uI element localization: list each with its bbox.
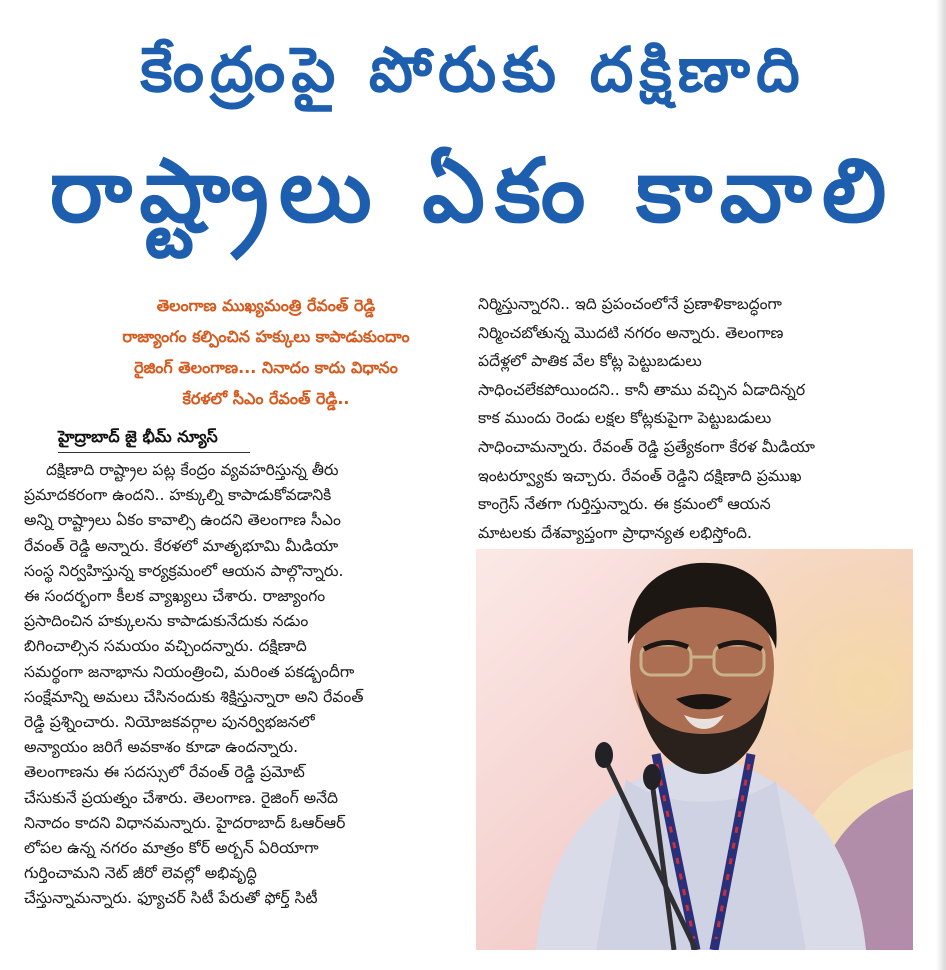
article-body-right <box>478 290 918 547</box>
byline-underline <box>58 452 250 453</box>
body-line: కాంగ్రెస్ నేతగా గుర్తిస్తున్నారు. ఈ క్రమంలో ఆయన <box>478 495 771 514</box>
body-line: నిర్మించబోతున్న మొదటి నగరం అన్నారు. తెలంగాణ <box>478 323 784 342</box>
body-line: చేసుకునే ప్రయత్నం చేశారు. తెలంగాణ. రైజింగ్ అనేది <box>24 788 339 807</box>
subhead-line: తెలంగాణ ముఖ్యమంత్రి రేవంత్ రెడ్డి <box>156 296 376 315</box>
body-line: చేస్తున్నామన్నారు. ఫ్యూచర్ సిటీ పేరుతో ఫోర్త్ సిటీ <box>24 889 318 908</box>
subhead-line: రాజ్యాంగం కల్పించిన హక్కులు కాపాడుకుందాం <box>122 327 410 346</box>
subhead-line: కేరళలో సీఎం రేవంత్ రెడ్డి.. <box>182 389 350 408</box>
body-line: బిగించాల్సిన సమయం వచ్చిందన్నారు. దక్షిణాది <box>24 637 307 656</box>
body-line: ఇంటర్వ్యూకు ఇచ్చారు. రేవంత్ రెడ్డిని దక్షిణాది ప్రముఖ <box>478 466 802 485</box>
headline-line-2: రాష్ట్రాలు ఏకం కావాలి <box>49 139 897 242</box>
body-line: పదేళ్లలో పాతిక వేల కోట్ల పెట్టుబడులు <box>478 352 702 371</box>
body-line: రేవంత్ రెడ్డి అన్నారు. కేరళలో మాతృభూమి మీడియా <box>24 536 339 555</box>
body-line: లోపల ఉన్న నగరం మాత్రం కోర్ అర్బన్ ఏరియాగా <box>24 839 319 858</box>
body-line: తెలంగాణను ఈ సదస్సులో రేవంత్ రెడ్డి ప్రమోట్ <box>24 763 305 782</box>
body-line: అన్ని రాష్ట్రాలు ఏకం కావాల్సి ఉందని తెలంగాణ సీఎం <box>24 511 341 530</box>
body-line: సమర్థంగా జనాభాను నియంత్రించి, మరింత పకడ్బందీగా <box>24 662 355 681</box>
body-line: అన్యాయం జరిగే అవకాశం కూడా ఉందన్నారు. <box>24 738 299 757</box>
body-line: రెడ్డి ప్రశ్నించారు. నియోజకవర్గాల పునర్విభజనలో <box>24 713 315 732</box>
body-line: మాటలకు దేశవ్యాప్తంగా ప్రాధాన్యత లభిస్తోంది. <box>478 523 752 542</box>
body-line: దక్షిణాది రాష్ట్రాల పట్ల కేంద్రం వ్యవహరిస్తున్న తీరు <box>46 461 339 479</box>
body-line: ఈ సందర్భంగా కీలక వ్యాఖ్యలు చేశారు. రాజ్యాంగం <box>24 587 326 606</box>
body-line: సాధించలేకపోయిందని.. కానీ తాము వచ్చిన ఏడాదిన్నర <box>478 380 806 399</box>
body-line: సంక్షేమాన్ని అమలు చేసినందుకు శిక్షిస్తున్నారా అని రేవంత్ <box>24 687 364 706</box>
speaker-photo <box>476 549 913 950</box>
article-body-left <box>24 458 454 912</box>
body-line: నినాదం కాదని విధానమన్నారు. హైదరాబాద్ ఓఆర్ఆర్ <box>24 813 346 832</box>
body-line: నిర్మిస్తున్నారని.. ఇది ప్రపంచంలోనే ప్రణాళికాబద్ధంగా <box>478 295 782 313</box>
headline-line-1: కేంద్రంపై పోరుకు దక్షిణాది <box>140 33 806 106</box>
body-line: సాధించామన్నారు. రేవంత్ రెడ్డి ప్రత్యేకంగా కేరళ మీడియా <box>478 437 815 456</box>
body-line: గుర్తించామని నెట్ జీరో లెవల్లో అభివృద్ధి <box>24 864 257 883</box>
subheadings <box>86 290 446 414</box>
body-line: సంస్థ నిర్వహిస్తున్న కార్యక్రమంలో ఆయన పాల్గొన్నారు. <box>24 561 344 580</box>
subhead-line: రైజింగ్ తెలంగాణ... నినాదం కాదు విధానం <box>134 358 398 377</box>
body-line: ప్రసాదించిన హక్కులను కాపాడుకునేదుకు నడుం <box>24 612 309 631</box>
body-line: ప్రమాదకరంగా ఉందని.. హక్కుల్ని కాపాడుకోవడానికి <box>24 486 332 505</box>
byline: హైద్రాబాద్ జై భీమ్ న్యూస్ <box>58 427 218 446</box>
body-line: కాక ముందు రెండు లక్షల కోట్లకుపైగా పెట్టుబడులు <box>478 409 772 428</box>
